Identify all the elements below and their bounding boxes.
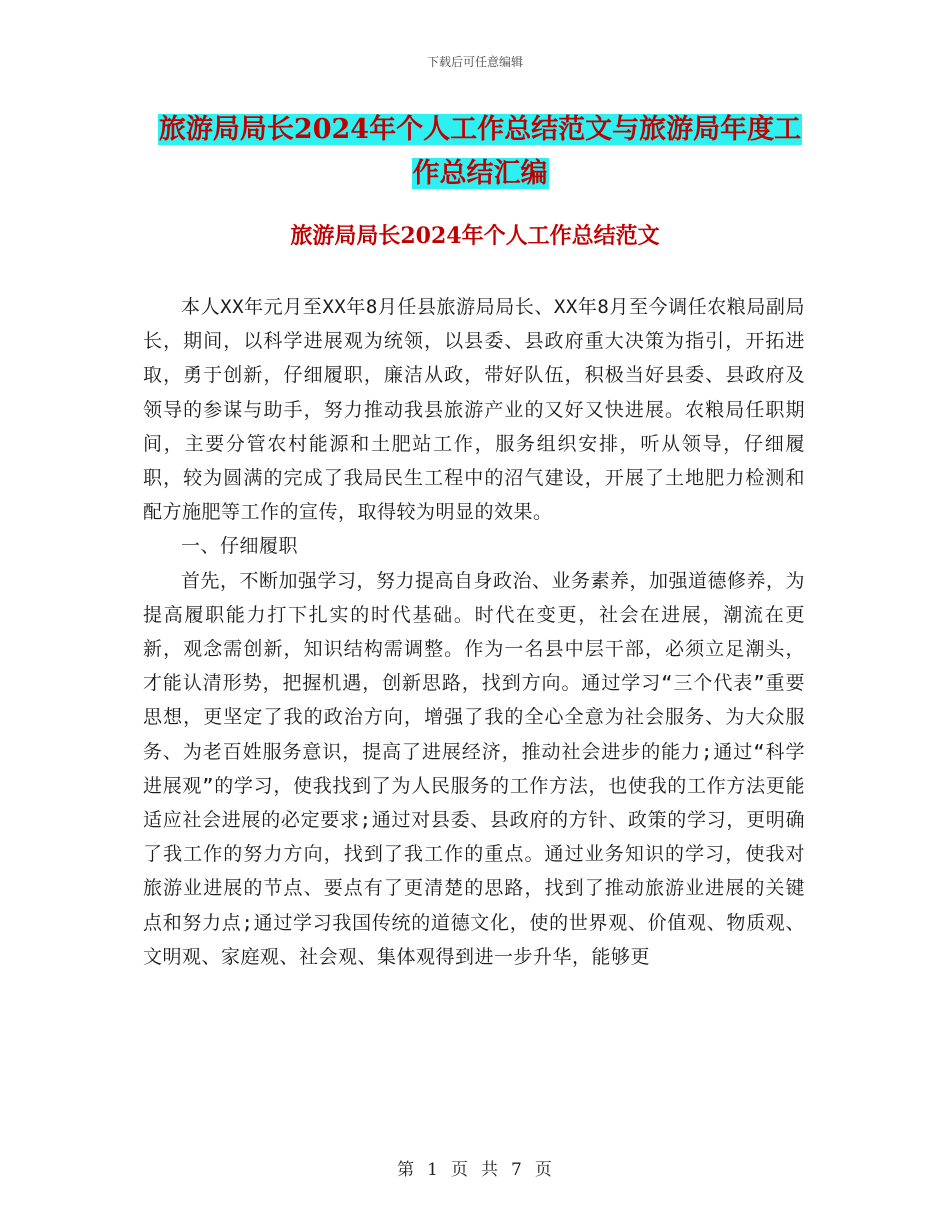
paragraph-heading-1: 一、仔细履职 (181, 535, 299, 558)
section-title: 旅游局局长2024年个人工作总结范文 (290, 223, 660, 249)
footer-page-total: 7 (511, 1160, 523, 1180)
footer-prefix: 第 (397, 1160, 416, 1180)
footer-total-label: 共 (481, 1160, 499, 1180)
document-title-line2: 作总结汇编 (412, 158, 548, 189)
document-title-line1: 旅游局局长2024年个人工作总结范文与旅游局年度工 (158, 114, 802, 145)
page-footer (0, 1155, 950, 1180)
footer-suffix: 页 (534, 1160, 553, 1180)
footer-page-current: 1 (427, 1160, 439, 1180)
page-header-note: 下载后可任意编辑 (426, 55, 523, 69)
paragraph-intro: 本人XX年元月至XX年8月任县旅游局局长、XX年8月至今调任农粮局副局长，期间，以科学进展观为统领，以县委、县政府重大决策为指引，开拓进取，勇于创新，仔细履职，廉洁从政，带好队伍，积极当好县委、县政府及领导的参谋与助手，努力推动我县旅游产业的又好又快进展。农粮局任职期间，主要分管农村能源和土肥站工作，服务组织安排，听从领导，仔细履职，较为圆满的完成了我局民生工程中的沼气建设，开展了土地肥力检测和配方施肥等工作的宣传，取得较为明显的效果。 (143, 296, 805, 524)
document-body (143, 290, 805, 974)
footer-page-label: 页 (451, 1160, 469, 1180)
document-title (140, 108, 820, 196)
paragraph-learning: 首先，不断加强学习，努力提高自身政治、业务素养，加强道德修养，为提高履职能力打下扎实的时代基础。时代在变更，社会在进展，潮流在更新，观念需创新，知识结构需调整。作为一名县中层干部，必须立足潮头，才能认清形势，把握机遇，创新思路，找到方向。通过学习“三个代表”重要思想，更坚定了我的政治方向，增强了我的全心全意为社会服务、为大众服务、为老百姓服务意识，提高了进展经济，推动社会进步的能力;通过“科学进展观”的学习，使我找到了为人民服务的工作方法，也使我的工作方法更能适应社会进展的必定要求;通过对县委、县政府的方针、政策的学习，更明确了我工作的努力方向，找到了我工作的重点。通过业务知识的学习，使我对旅游业进展的节点、要点有了更清楚的思路，找到了推动旅游业进展的关键点和努力点;通过学习我国传统的道德文化，使的世界观、价值观、物质观、文明观、家庭观、社会观、集体观得到进一步升华，能够更 (143, 569, 806, 968)
